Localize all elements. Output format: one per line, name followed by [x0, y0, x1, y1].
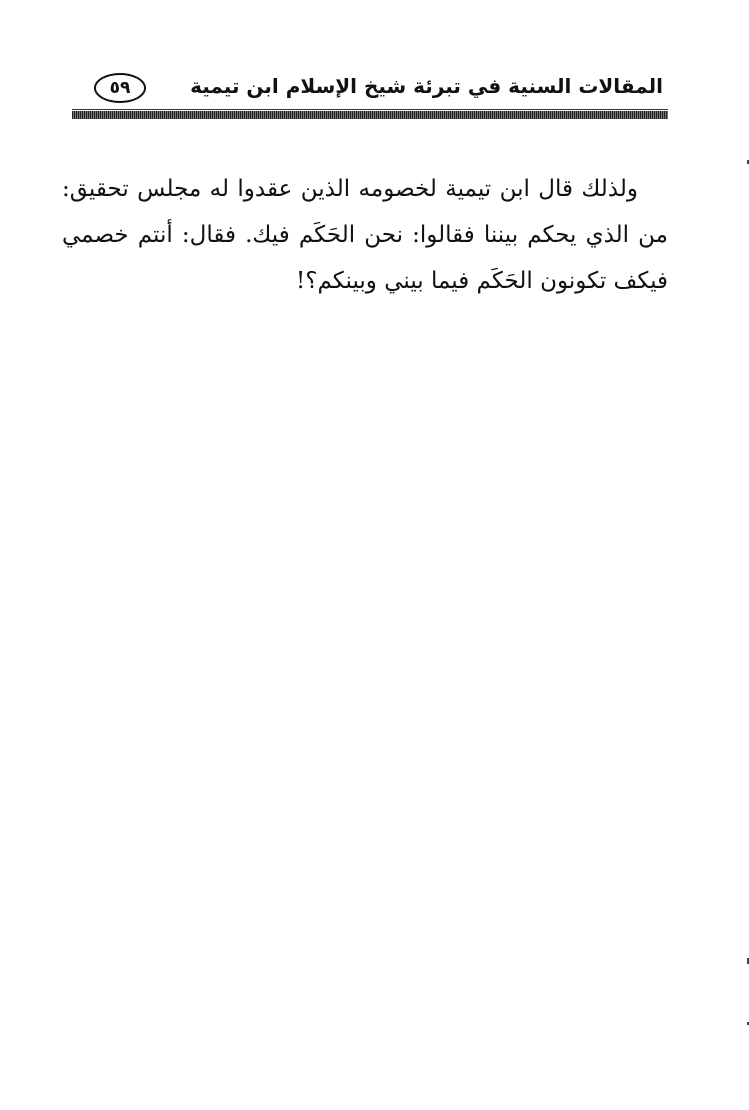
body-paragraph: ولذلك قال ابن تيمية لخصومه الذين عقدوا له مجلس تحقيق: من الذي يحكم بيننا فقالوا: نحن الحَكَم فيك. فقال: أنتم خصمي فيكف تكونون الحَكَم فيما بيني وبينكم؟! — [62, 176, 668, 294]
running-header-title: المقالات السنية في تبرئة شيخ الإسلام ابن تيمية — [190, 74, 663, 98]
body-paragraph-block — [62, 166, 668, 304]
header-rule-top-line — [72, 109, 668, 110]
page-number: ٥٩ — [109, 77, 131, 98]
header-rule — [72, 111, 668, 119]
page-number-badge — [94, 73, 146, 103]
